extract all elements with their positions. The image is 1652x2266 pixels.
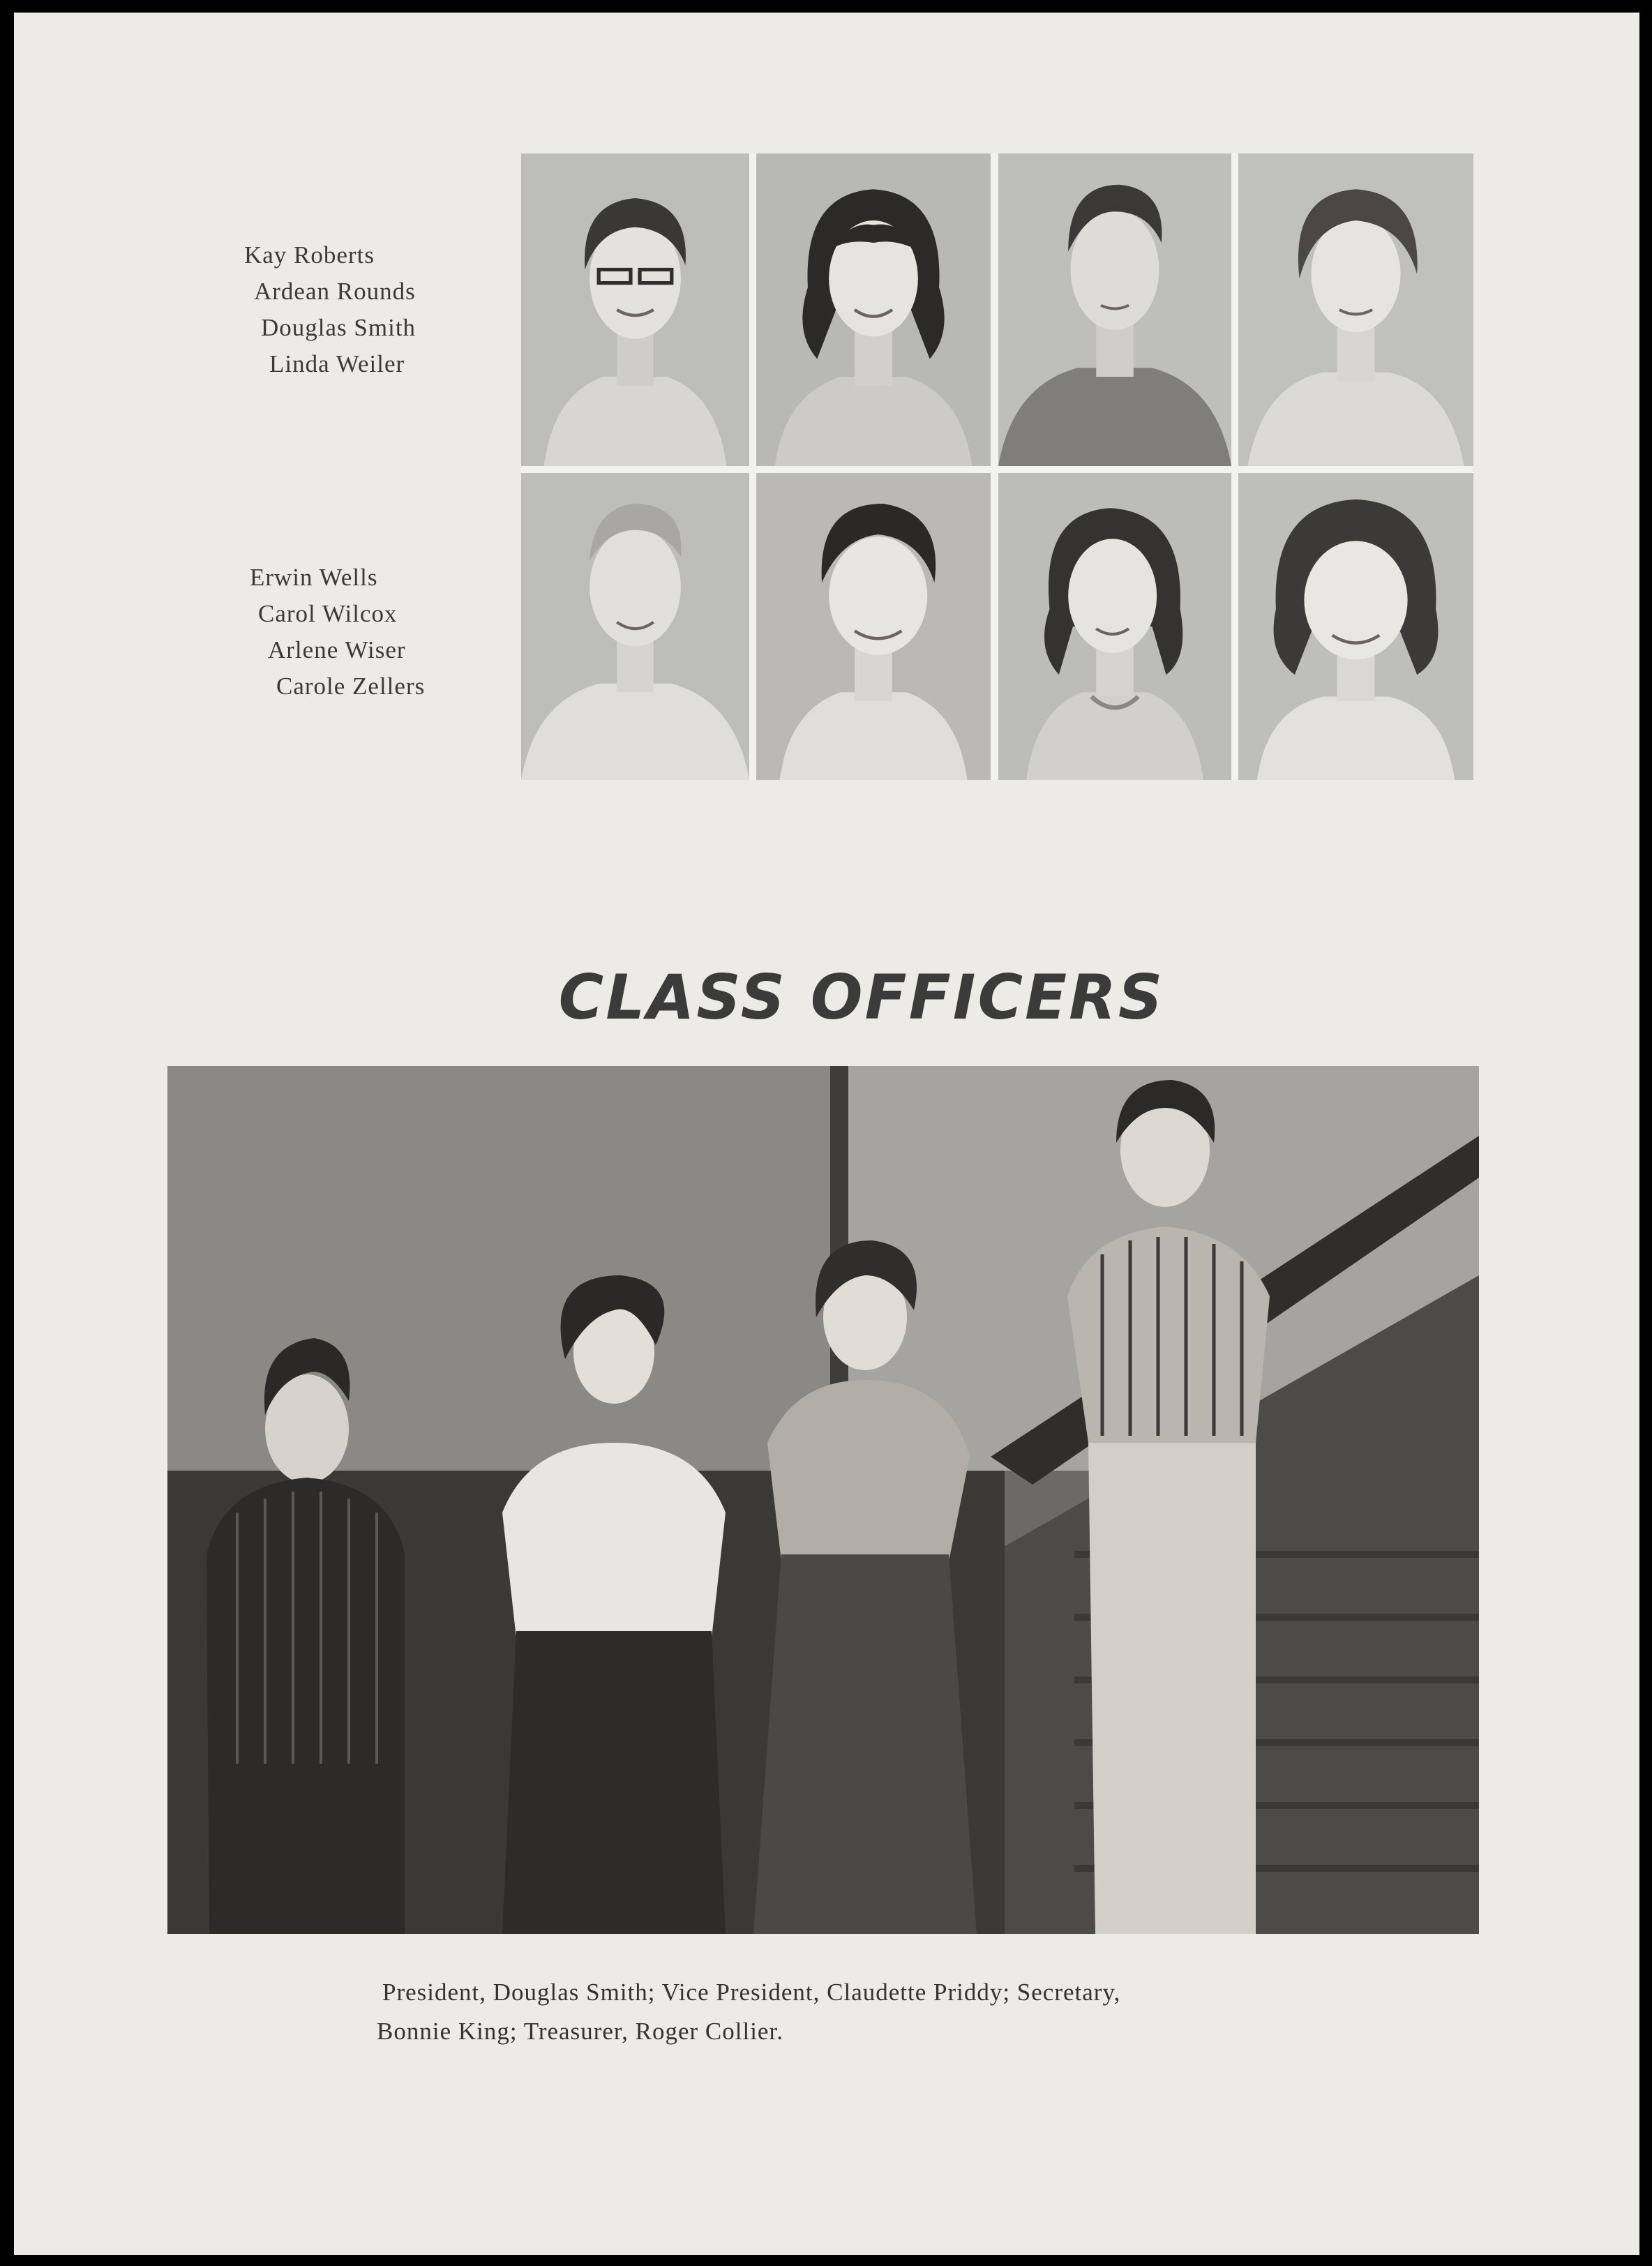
- class-officers-photo: [167, 1066, 1479, 1934]
- student-name: Ardean Rounds: [254, 278, 416, 305]
- student-name: Erwin Wells: [250, 564, 378, 591]
- roster-lower: [250, 560, 426, 705]
- caption-line: President, Douglas Smith; Vice President, Claudette Priddy; Secretary,: [382, 1979, 1121, 2006]
- portrait-photo: [521, 473, 749, 780]
- caption-line: Bonnie King; Treasurer, Roger Collier.: [377, 2018, 783, 2045]
- portrait-photo: [998, 473, 1231, 780]
- student-name: Kay Roberts: [244, 241, 375, 269]
- roster-upper: [244, 237, 416, 382]
- portrait-photo: [998, 153, 1231, 466]
- section-heading: CLASS OFFICERS: [558, 961, 1165, 1033]
- portrait-photo: [1238, 473, 1473, 780]
- student-name: Arlene Wiser: [268, 636, 406, 663]
- portrait-photo: [756, 153, 991, 466]
- student-name: Carol Wilcox: [258, 600, 398, 627]
- portrait-photo: [1238, 153, 1473, 466]
- portrait-photo: [756, 473, 991, 780]
- photo-caption: [377, 1973, 1359, 2051]
- student-name: Linda Weiler: [269, 350, 405, 377]
- portrait-grid: [521, 153, 1473, 780]
- student-name: Carole Zellers: [276, 673, 426, 700]
- student-name: Douglas Smith: [261, 314, 416, 341]
- yearbook-page: [14, 13, 1639, 2255]
- portrait-photo: [521, 153, 749, 466]
